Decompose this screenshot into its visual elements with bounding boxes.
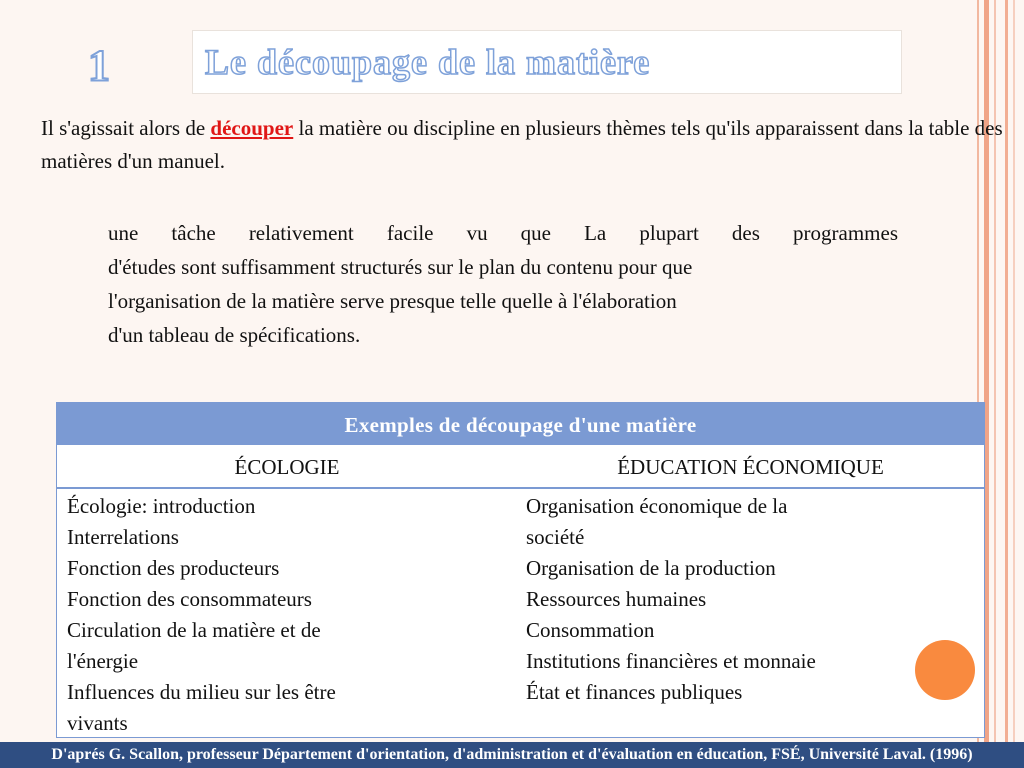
slide-number: 1 (88, 41, 111, 90)
examples-table (56, 402, 985, 738)
header-ecologie: ÉCOLOGIE (234, 455, 340, 479)
orange-circle-decoration (915, 640, 975, 700)
list-item: l'énergie (67, 649, 139, 673)
list-item: Interrelations (67, 525, 179, 549)
list-item: Circulation de la matière et de (67, 618, 321, 642)
list-item: Écologie: introduction (67, 494, 256, 518)
list-item: Organisation économique de la (526, 494, 788, 518)
intro-paragraph (41, 112, 1016, 178)
list-item: Organisation de la production (526, 556, 776, 580)
list-item: vivants (67, 711, 128, 735)
footer-credit: D'aprés G. Scallon, professeur Département d'orientation, d'administration et d'évaluation en éducation, FSÉ, Université Laval. (1996) (0, 742, 1024, 768)
list-item: Fonction des producteurs (67, 556, 280, 580)
intro-text-before: Il s'agissait alors de (41, 116, 211, 140)
detail-line: une tâche relativement facile vu que La plupart des programmes (108, 221, 898, 245)
education-economique-column (526, 491, 976, 708)
title-box (192, 30, 902, 94)
detail-line: d'études sont suffisamment structurés sur le plan du contenu pour que (108, 255, 693, 279)
list-item: société (526, 525, 585, 549)
table-caption: Exemples de découpage d'une matière (57, 403, 984, 445)
detail-line: d'un tableau de spécifications. (108, 323, 361, 347)
list-item: Influences du milieu sur les être (67, 680, 336, 704)
detail-paragraph (108, 216, 898, 352)
intro-text-after: la matière ou discipline en plusieurs thèmes tels qu'ils apparaissent dans la table des matières d'un manuel. (41, 116, 1003, 173)
list-item: Consommation (526, 618, 655, 642)
list-item: État et finances publiques (526, 680, 743, 704)
detail-line: l'organisation de la matière serve presque telle quelle à l'élaboration (108, 289, 677, 313)
header-education-economique: ÉDUCATION ÉCONOMIQUE (617, 455, 884, 479)
list-item: Institutions financières et monnaie (526, 649, 816, 673)
slide-title: Le découpage de la matière (205, 42, 651, 82)
list-item: Ressources humaines (526, 587, 707, 611)
intro-highlight-word: découper (210, 116, 294, 140)
list-item: Fonction des consommateurs (67, 587, 312, 611)
ecologie-column (67, 491, 477, 739)
table-header-row (57, 445, 984, 489)
